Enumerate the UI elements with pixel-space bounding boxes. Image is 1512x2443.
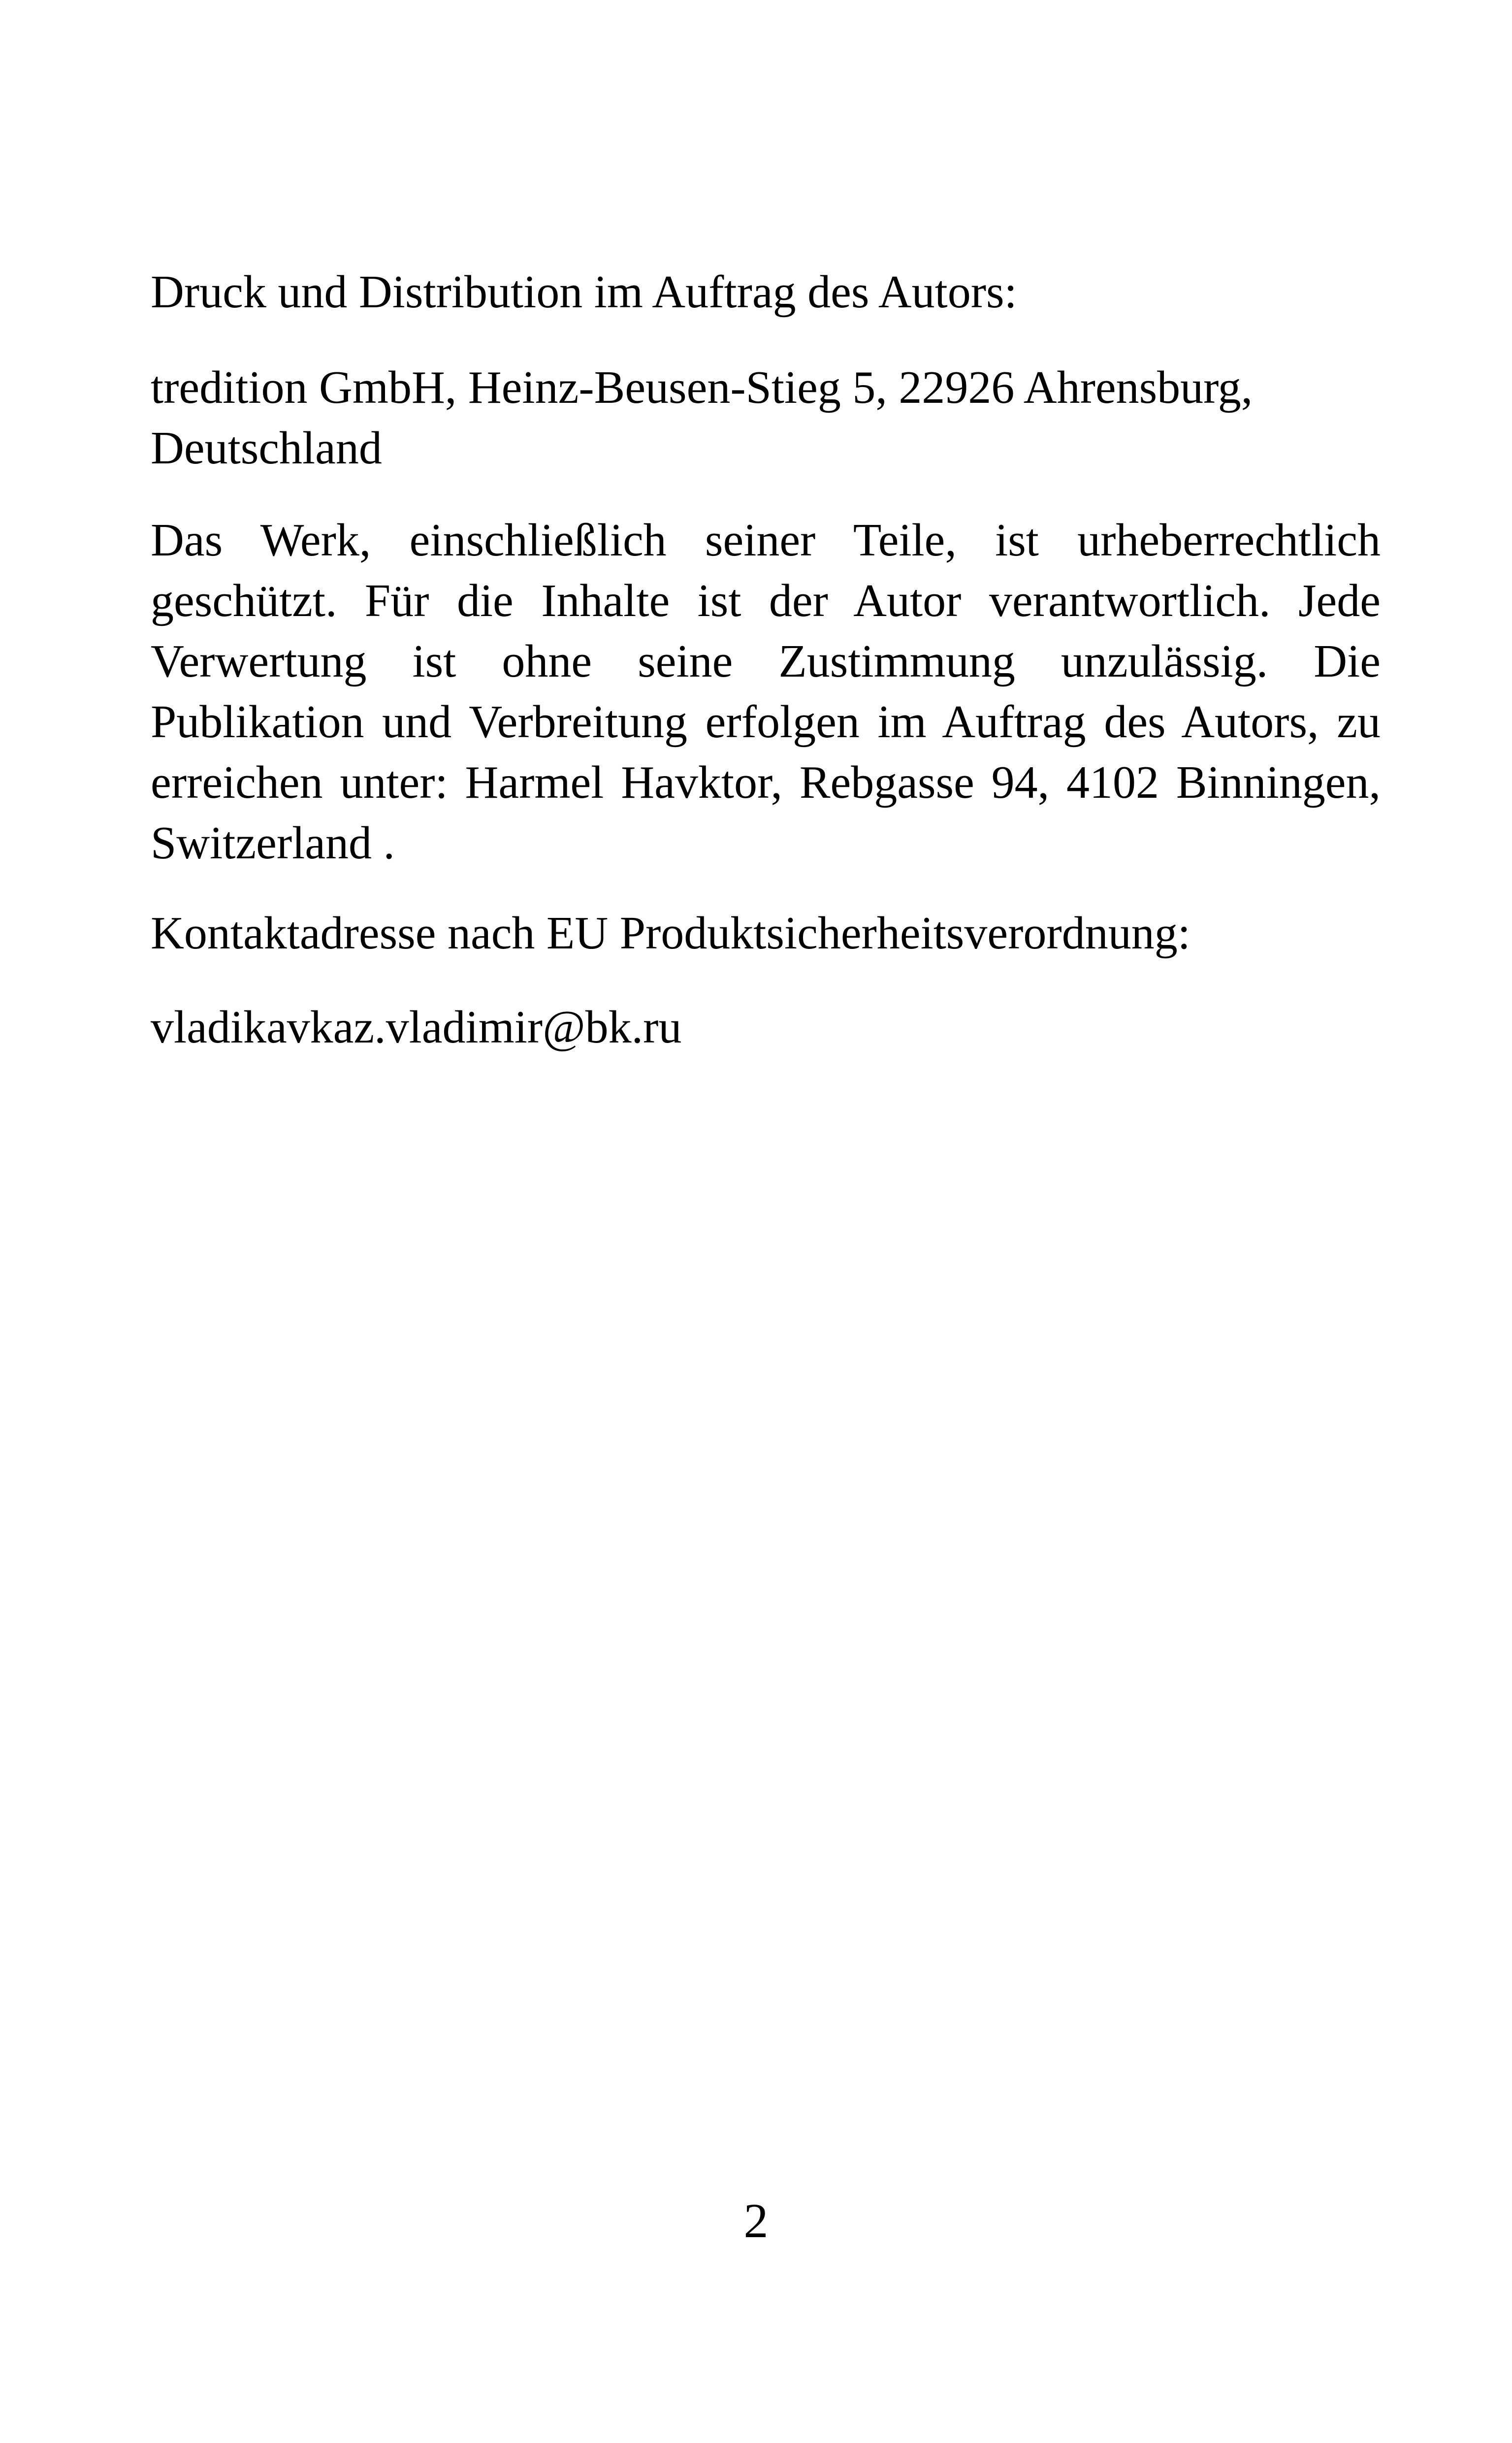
publisher-address: tredition GmbH, Heinz-Beusen-Stieg 5, 22926 Ahrensburg, Deutschland bbox=[151, 362, 1253, 474]
contact-address-label: Kontaktadresse nach EU Produktsicherheitsverordnung: bbox=[151, 908, 1190, 959]
copyright-notice: Das Werk, einschließlich seiner Teile, ist urheberrechtlich geschützt. Für die Inhalte ist der Autor verantwortlich. Jede Verwertung ist ohne seine Zustimmung unzulässig. Die Publikation und Verbreitung erfolgen im Auftrag des Autors, zu erreichen unter: Harmel Havktor, Rebgasse 94, 4102 Binningen, Switzerland . bbox=[151, 515, 1381, 869]
page-number: 2 bbox=[743, 2193, 769, 2248]
contact-email: vladikavkaz.vladimir@bk.ru bbox=[151, 1002, 682, 1053]
print-distribution-line: Druck und Distribution im Auftrag des Autors: bbox=[151, 266, 1017, 318]
